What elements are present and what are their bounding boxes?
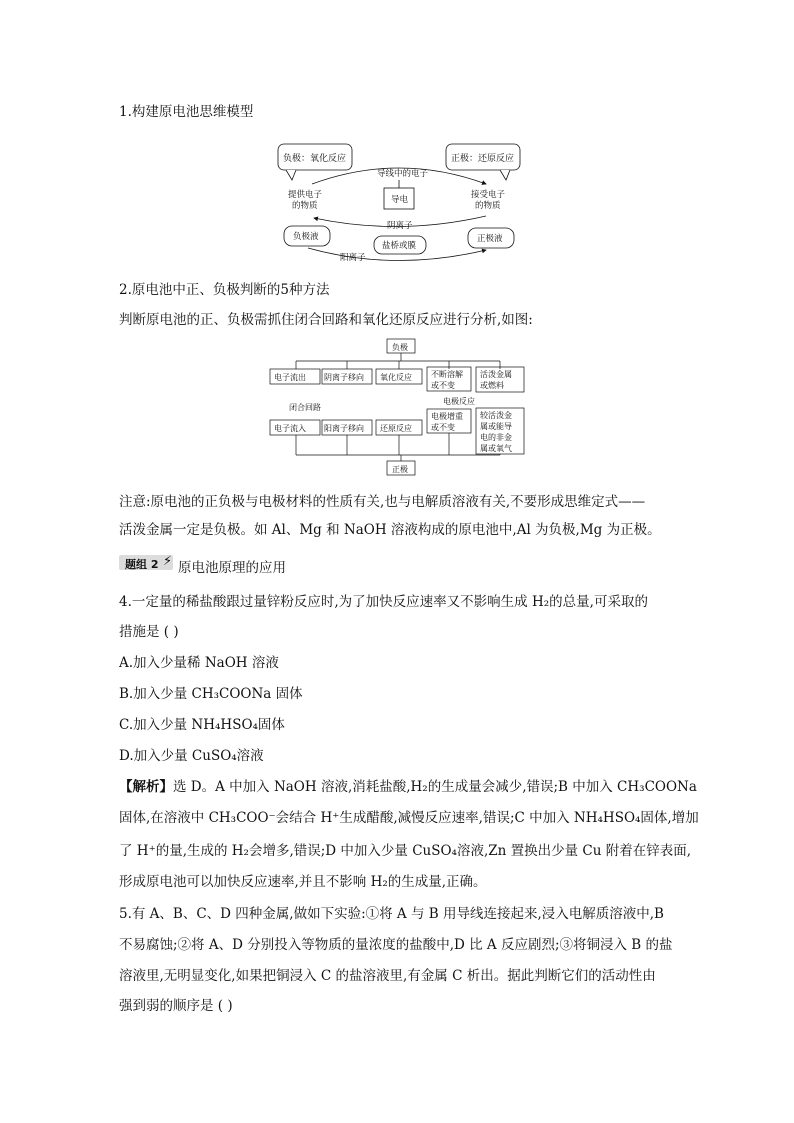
q5-line-4: 强到弱的顺序是 ( )	[119, 998, 233, 1014]
analysis-text-1: 选 D。A 中加入 NaOH 溶液,消耗盐酸,H₂的生成量会减少,错误;B 中加入 CH₃COONa	[173, 779, 697, 795]
anion-label: 阴离子	[387, 221, 413, 231]
oxidation-label: 氧化反应	[380, 373, 412, 382]
positive-bubble-label: 正极：还原反应	[451, 154, 515, 164]
accept-electron-label-2: 的物质	[475, 201, 501, 211]
analysis-line-3: 了 H⁺的量,生成的 H₂会增多,错误;D 中加入少量 CuSO₄溶液,Zn 置换出少量 Cu 附着在锌表面,	[119, 843, 692, 859]
weight-gain-label-2: 或不变	[431, 423, 455, 432]
closed-loop-label: 闭合回路	[289, 403, 321, 412]
q4-option-d: D.加入少量 CuSO₄溶液	[119, 748, 264, 764]
negative-label: 负极	[392, 343, 408, 352]
q4-option-c: C.加入少量 NH₄HSO₄固体	[119, 717, 285, 733]
electrode-judgement-diagram	[268, 337, 530, 477]
negative-solution-label: 负极液	[293, 232, 319, 242]
q5-line-3: 溶液里,无明显变化,如果把铜浸入 C 的盐溶液里,有金属 C 析出。据此判断它们的活动性由	[119, 968, 656, 984]
less-active-label-4: 属或氧气	[480, 444, 512, 453]
conductor-label: 导电	[391, 195, 409, 205]
active-metal-label-1: 活泼金属	[480, 370, 512, 379]
dissolve-label-2: 或不变	[431, 381, 455, 390]
reduction-label: 还原反应	[380, 424, 412, 433]
group-tag-label: 题组 2	[125, 558, 159, 571]
section2-title: 2.原电池中正、负极判断的5种方法	[119, 282, 330, 298]
negative-bubble-label: 负极：氧化反应	[283, 154, 347, 164]
accept-electron-label: 接受电子	[471, 190, 506, 200]
less-active-label-2: 属或能导	[480, 422, 512, 431]
electron-out-label: 电子流出	[274, 373, 306, 382]
electrode-reaction-label: 电极反应	[443, 397, 475, 406]
wire-electron-label: 导线中的电子	[377, 169, 429, 179]
group-tag	[119, 555, 173, 570]
q5-line-2: 不易腐蚀;②将 A、D 分别投入等物质的量浓度的盐酸中,D 比 A 反应剧烈;③将铜浸入 B 的盐	[119, 937, 673, 953]
weight-gain-label-1: 电极增重	[431, 412, 463, 421]
provide-electron-label-2: 的物质	[292, 201, 318, 211]
cation-move-label: 阳离子移向	[324, 424, 364, 433]
note-line-1: 注意:原电池的正负极与电极材料的性质有关,也与电解质溶液有关,不要形成思维定式——	[119, 494, 646, 510]
note-line-2: 活泼金属一定是负极。如 Al、Mg 和 NaOH 溶液构成的原电池中,Al 为负极,Mg 为正极。	[119, 522, 661, 538]
analysis-label: 【解析】	[119, 779, 173, 795]
anion-move-label: 阴离子移向	[324, 373, 364, 382]
analysis-line-4: 形成原电池可以加快反应速率,并且不影响 H₂的生成量,正确。	[119, 874, 487, 890]
less-active-label-3: 电的非金	[480, 433, 512, 442]
section2-intro: 判断原电池的正、负极需抓住闭合回路和氧化还原反应进行分析,如图:	[119, 312, 533, 328]
salt-bridge-label: 盐桥或膜	[382, 241, 417, 251]
cation-label: 阳离子	[340, 253, 366, 263]
lightning-icon: ⚡	[163, 554, 173, 569]
positive-label: 正极	[392, 465, 408, 474]
positive-solution-label: 正极液	[477, 234, 503, 244]
q4-option-b: B.加入少量 CH₃COONa 固体	[119, 686, 303, 702]
primary-cell-model-diagram	[274, 140, 524, 264]
provide-electron-label: 提供电子	[288, 190, 323, 200]
dissolve-label-1: 不断溶解	[431, 370, 463, 379]
q5-line-1: 5.有 A、B、C、D 四种金属,做如下实验:①将 A 与 B 用导线连接起来,浸入电解质溶液中,B	[119, 906, 664, 922]
q4-stem-line-2: 措施是 ( )	[119, 624, 179, 640]
electron-in-label: 电子流入	[274, 424, 306, 433]
q4-stem-line-1: 4.一定量的稀盐酸跟过量锌粉反应时,为了加快反应速率又不影响生成 H₂的总量,可采取的	[119, 594, 648, 610]
group-title: 原电池原理的应用	[178, 560, 286, 576]
less-active-label-1: 较活泼金	[480, 411, 512, 420]
analysis-line-1	[119, 781, 697, 795]
section1-title: 1.构建原电池思维模型	[119, 104, 254, 120]
active-metal-label-2: 或燃料	[480, 381, 504, 390]
q4-option-a: A.加入少量稀 NaOH 溶液	[119, 655, 279, 671]
analysis-line-2: 固体,在溶液中 CH₃COO⁻会结合 H⁺生成醋酸,减慢反应速率,错误;C 中加入 NH₄HSO₄固体,增加	[119, 810, 699, 826]
